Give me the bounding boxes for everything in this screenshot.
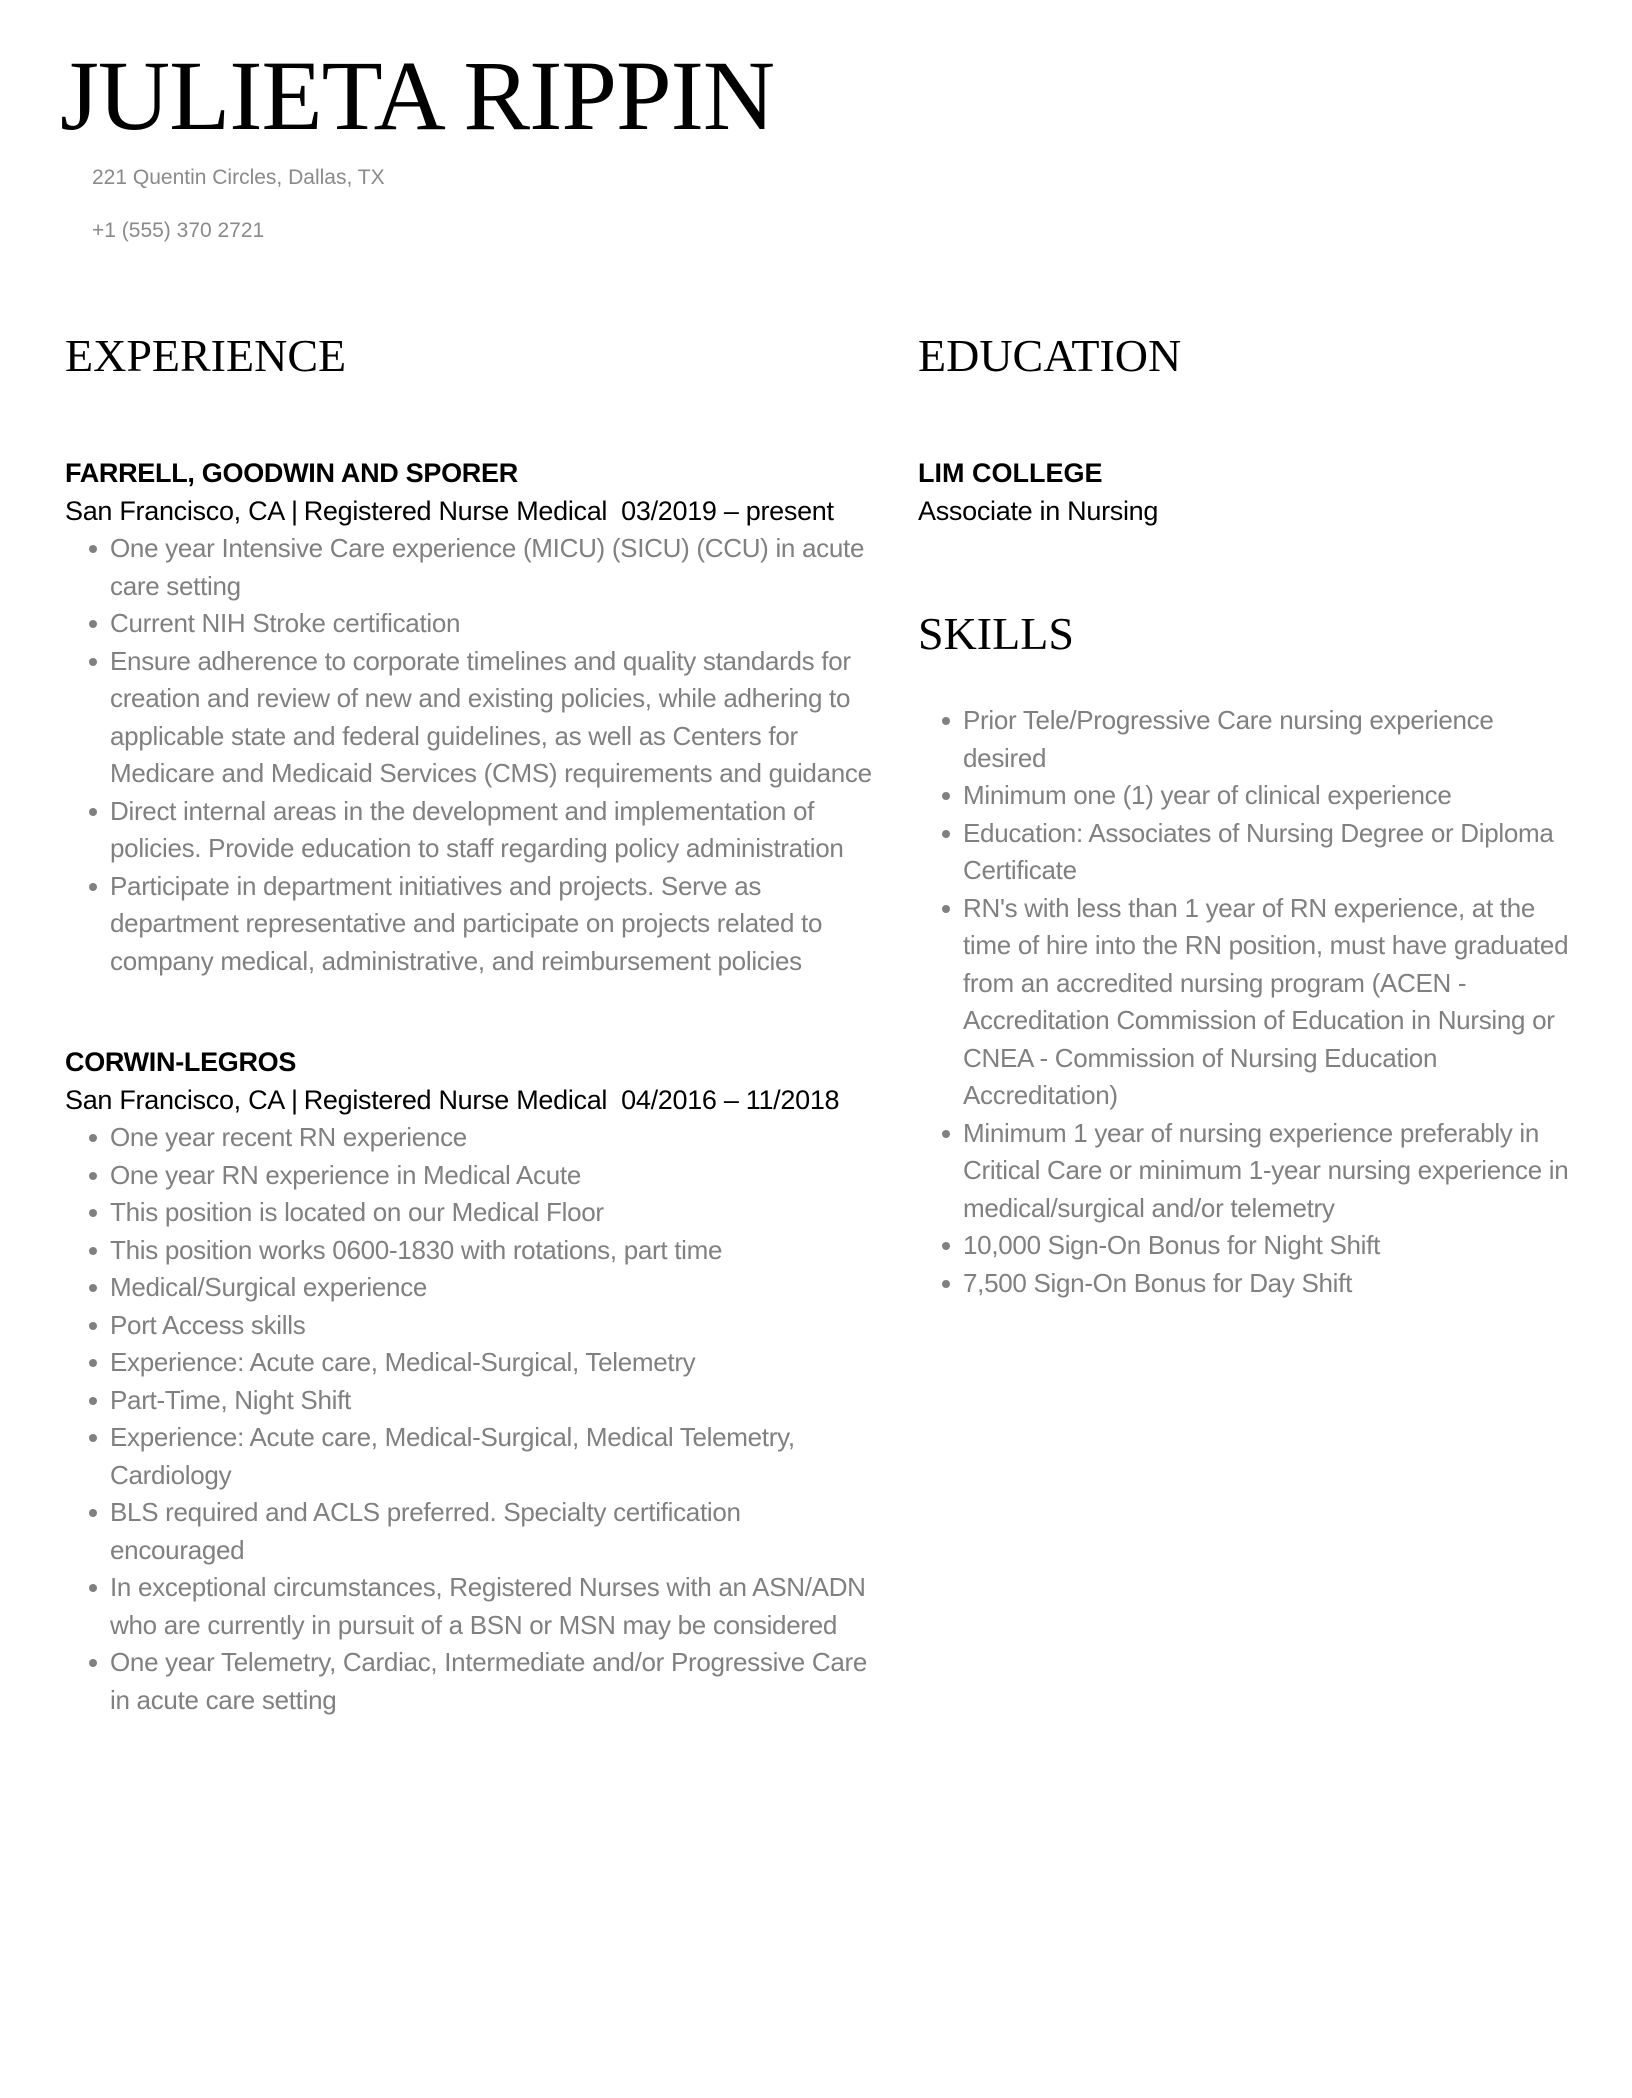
right-column	[918, 328, 1578, 1302]
list-item: This position is located on our Medical Floor	[110, 1194, 880, 1232]
list-item: In exceptional circumstances, Registered Nurses with an ASN/ADN who are currently in pursuit of a BSN or MSN may be considered	[110, 1569, 880, 1644]
education-heading: EDUCATION	[918, 330, 1182, 381]
list-item: Direct internal areas in the development and implementation of policies. Provide education to staff regarding policy administration	[110, 793, 880, 868]
list-item: Experience: Acute care, Medical-Surgical, Medical Telemetry, Cardiology	[110, 1419, 880, 1494]
list-item: Minimum one (1) year of clinical experience	[963, 777, 1578, 815]
list-item: Current NIH Stroke certification	[110, 605, 880, 643]
experience-section	[65, 328, 880, 1719]
list-item: Medical/Surgical experience	[110, 1269, 880, 1307]
education-section	[918, 328, 1578, 530]
list-item: One year recent RN experience	[110, 1119, 880, 1157]
skills-heading: SKILLS	[918, 608, 1074, 659]
list-item: RN's with less than 1 year of RN experience, at the time of hire into the RN position, must have graduated from an accredited nursing program (ACEN - Accreditation Commission of Education in Nursing or CNEA - Commission of Nursing Education Accreditation)	[963, 890, 1578, 1115]
list-item: 10,000 Sign-On Bonus for Night Shift	[963, 1227, 1578, 1265]
job-entry	[65, 454, 880, 980]
job-dates: 03/2019 – present	[621, 496, 834, 526]
list-item: BLS required and ACLS preferred. Specialty certification encouraged	[110, 1494, 880, 1569]
skills-list	[918, 702, 1578, 1302]
contact-phone: +1 (555) 370 2721	[92, 219, 265, 242]
list-item: Port Access skills	[110, 1307, 880, 1345]
list-item: Ensure adherence to corporate timelines and quality standards for creation and review of new and existing policies, while adhering to applicable state and federal guidelines, as well as Centers for Medicare and Medicaid Services (CMS) requirements and guidance	[110, 643, 880, 793]
list-item: Minimum 1 year of nursing experience preferably in Critical Care or minimum 1-year nursing experience in medical/surgical and/or telemetry	[963, 1115, 1578, 1228]
list-item: One year RN experience in Medical Acute	[110, 1157, 880, 1195]
job-role: Registered Nurse Medical	[303, 496, 608, 526]
job-separator: |	[290, 496, 298, 526]
list-item: Prior Tele/Progressive Care nursing experience desired	[963, 702, 1578, 777]
job-meta	[65, 1081, 880, 1119]
list-item: Experience: Acute care, Medical-Surgical, Telemetry	[110, 1344, 880, 1382]
list-item: One year Telemetry, Cardiac, Intermediate and/or Progressive Care in acute care setting	[110, 1644, 880, 1719]
list-item: One year Intensive Care experience (MICU) (SICU) (CCU) in acute care setting	[110, 530, 880, 605]
resume-name: JULIETA RIPPIN	[60, 40, 775, 151]
skills-section	[918, 606, 1578, 1302]
contact-address: 221 Quentin Circles, Dallas, TX	[92, 166, 385, 189]
job-separator: |	[290, 1085, 298, 1115]
education-school: LIM COLLEGE	[918, 458, 1103, 488]
list-item: This position works 0600-1830 with rotations, part time	[110, 1232, 880, 1270]
list-item: Part-Time, Night Shift	[110, 1382, 880, 1420]
experience-heading: EXPERIENCE	[65, 330, 347, 381]
list-item: Participate in department initiatives and projects. Serve as department representative and participate on projects related to company medical, administrative, and reimbursement policies	[110, 868, 880, 981]
job-bullet-list	[65, 530, 880, 980]
job-location: San Francisco, CA	[65, 1085, 285, 1115]
education-degree: Associate in Nursing	[918, 496, 1159, 526]
job-location: San Francisco, CA	[65, 496, 285, 526]
job-company: FARRELL, GOODWIN AND SPORER	[65, 458, 518, 488]
list-item: Education: Associates of Nursing Degree or Diploma Certificate	[963, 815, 1578, 890]
list-item: 7,500 Sign-On Bonus for Day Shift	[963, 1265, 1578, 1303]
job-role: Registered Nurse Medical	[303, 1085, 608, 1115]
job-dates: 04/2016 – 11/2018	[621, 1085, 840, 1115]
job-meta	[65, 492, 880, 530]
job-entry	[65, 1043, 880, 1719]
job-bullet-list	[65, 1119, 880, 1719]
job-company: CORWIN-LEGROS	[65, 1047, 297, 1077]
